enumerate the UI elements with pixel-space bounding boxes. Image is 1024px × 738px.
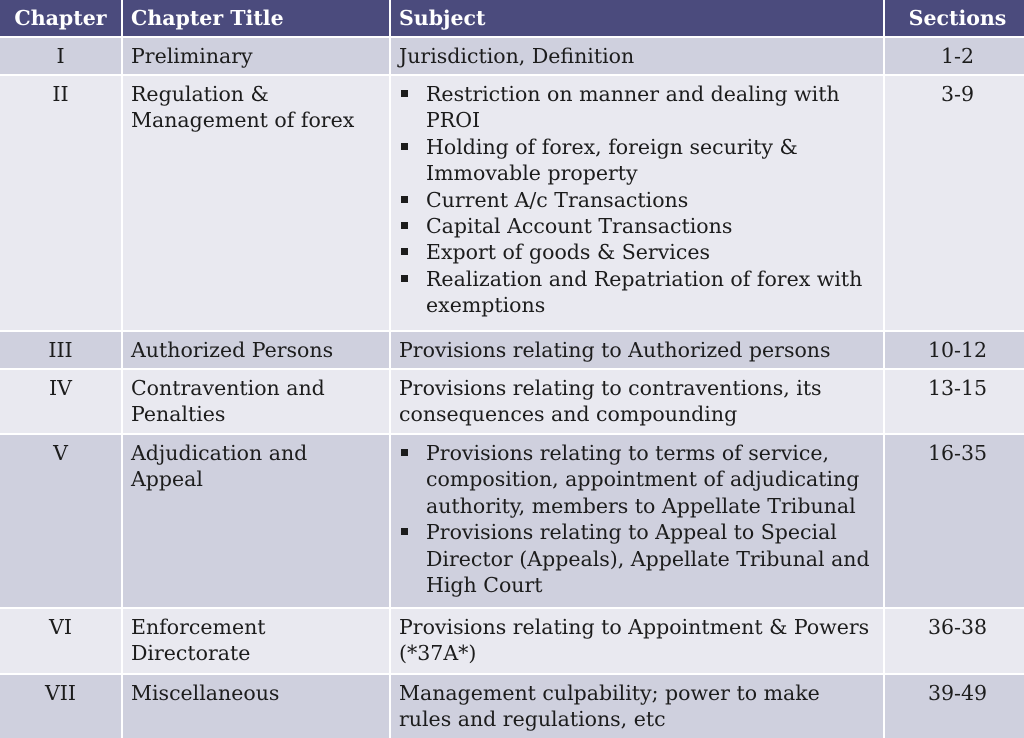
subject-bullet-item: [399, 134, 877, 187]
square-bullet-icon: [401, 143, 408, 150]
row-subject: Provisions relating to Authorized persons: [391, 332, 883, 368]
subject-bullet-text: Capital Account Transactions: [426, 214, 733, 239]
subject-bullet-text: Export of goods & Services: [426, 240, 710, 265]
row-subject: [391, 76, 883, 330]
subject-bullet-list: [399, 440, 877, 598]
square-bullet-icon: [401, 275, 408, 282]
row-chapter-title: Miscellaneous: [123, 675, 389, 738]
subject-bullet-item: [399, 187, 877, 213]
row-sections: 3-9: [885, 76, 1024, 330]
row-sections: 13-15: [885, 370, 1024, 433]
row-sections: 39-49: [885, 675, 1024, 738]
square-bullet-icon: [401, 222, 408, 229]
subject-bullet-text: Restriction on manner and dealing with PROI: [426, 82, 840, 133]
row-chapter-number: VI: [0, 609, 121, 673]
square-bullet-icon: [401, 449, 408, 456]
row-chapter-title: Enforcement Directorate: [123, 609, 389, 673]
row-subject: Management culpability; power to make rules and regulations, etc: [391, 675, 883, 738]
row-sections: 10-12: [885, 332, 1024, 368]
subject-bullet-text: Realization and Repatriation of forex with exemptions: [426, 266, 863, 318]
row-chapter-title: Authorized Persons: [123, 332, 389, 368]
row-subject: Provisions relating to contraventions, its consequences and compounding: [391, 370, 883, 433]
row-sections: 16-35: [885, 435, 1024, 607]
row-chapter-title: Regulation & Management of forex: [123, 76, 389, 330]
row-chapter-title: Preliminary: [123, 38, 389, 74]
subject-bullet-list: [399, 81, 877, 319]
subject-bullet-text: Holding of forex, foreign security & Immovable property: [426, 134, 798, 186]
row-subject: Provisions relating to Appointment & Powers (*37A*): [391, 609, 883, 673]
subject-bullet-text: Current A/c Transactions: [426, 187, 689, 212]
header-chapter-title: Chapter Title: [123, 0, 389, 36]
subject-bullet-item: [399, 266, 877, 319]
row-chapter-number: V: [0, 435, 121, 607]
subject-bullet-text: Provisions relating to Appeal to Special Director (Appeals), Appellate Tribunal and High Court: [426, 520, 870, 598]
square-bullet-icon: [401, 90, 408, 97]
row-chapter-number: II: [0, 76, 121, 330]
row-chapter-title: Adjudication and Appeal: [123, 435, 389, 607]
header-sections: Sections: [885, 0, 1024, 36]
square-bullet-icon: [401, 248, 408, 255]
subject-bullet-item: [399, 440, 877, 519]
subject-bullet-item: [399, 81, 877, 134]
subject-bullet-item: [399, 519, 877, 598]
square-bullet-icon: [401, 196, 408, 203]
row-chapter-title: Contravention and Penalties: [123, 370, 389, 433]
row-sections: 36-38: [885, 609, 1024, 673]
row-chapter-number: IV: [0, 370, 121, 433]
row-subject: [391, 435, 883, 607]
row-subject: Jurisdiction, Definition: [391, 38, 883, 74]
square-bullet-icon: [401, 528, 408, 535]
header-chapter: Chapter: [0, 0, 121, 36]
subject-bullet-text: Provisions relating to terms of service, composition, appointment of adjudicating authority, members to Appellate Tribunal: [426, 441, 860, 518]
row-chapter-number: III: [0, 332, 121, 368]
row-chapter-number: I: [0, 38, 121, 74]
header-subject: Subject: [391, 0, 883, 36]
subject-bullet-item: [399, 239, 877, 265]
row-chapter-number: VII: [0, 675, 121, 738]
subject-bullet-item: [399, 213, 877, 239]
row-sections: 1-2: [885, 38, 1024, 74]
